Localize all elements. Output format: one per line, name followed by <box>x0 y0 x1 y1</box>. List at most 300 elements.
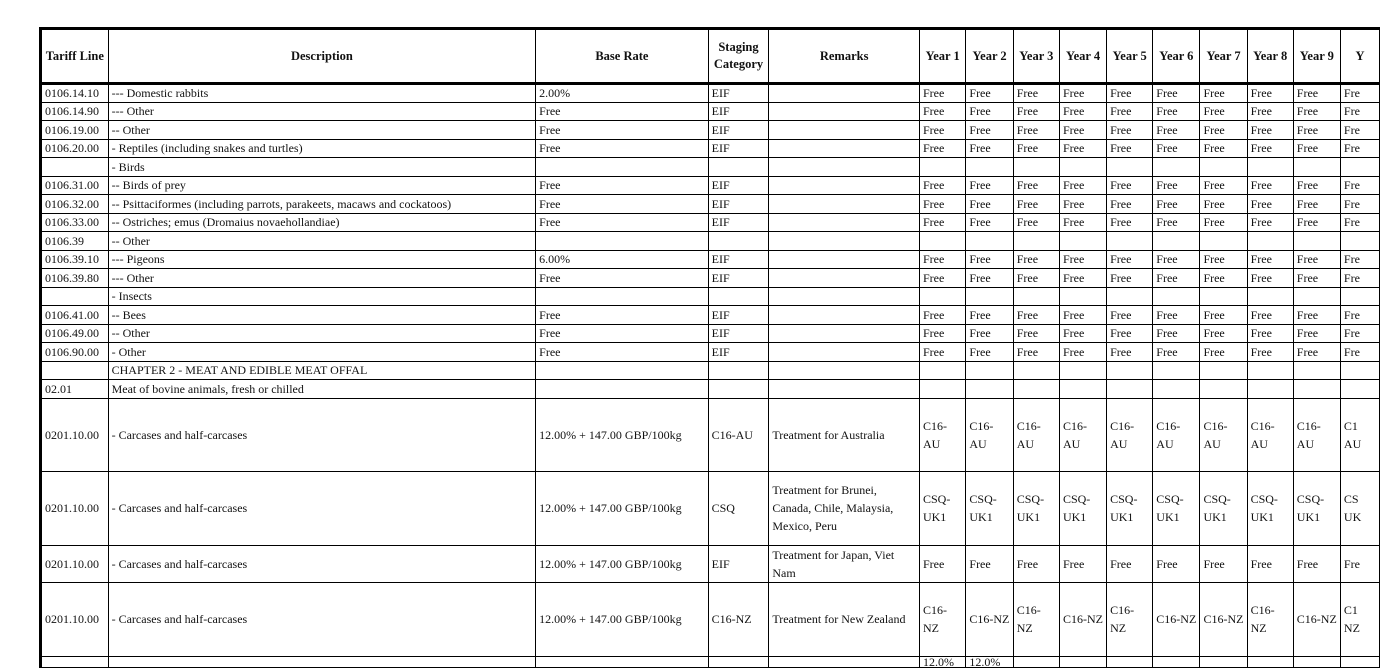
table-row <box>41 269 1380 288</box>
year-cell: Free <box>1247 545 1293 582</box>
year-cell: Free <box>1153 139 1200 158</box>
year-cell: Free <box>1107 102 1153 121</box>
year-cell <box>966 232 1013 251</box>
staging-category-cell <box>708 287 769 306</box>
remarks-cell <box>769 324 920 343</box>
year-cell <box>919 232 965 251</box>
base-rate-cell <box>536 361 708 380</box>
year-cell: Free <box>1293 545 1340 582</box>
tariff-line-cell: 0106.41.00 <box>41 306 109 325</box>
year-cell: Free <box>966 324 1013 343</box>
year-cell: Fre <box>1340 213 1379 232</box>
year-cell: Free <box>1247 306 1293 325</box>
year-cell: Free <box>1293 176 1340 195</box>
staging-category-cell: CSQ <box>708 471 769 545</box>
tariff-line-cell: 0106.33.00 <box>41 213 109 232</box>
year-cell <box>966 380 1013 399</box>
year-cell <box>1153 380 1200 399</box>
tariff-line-cell: 0106.49.00 <box>41 324 109 343</box>
year-cell <box>1293 232 1340 251</box>
year-cell: Free <box>1059 306 1106 325</box>
year-cell: Fre <box>1340 545 1379 582</box>
year-cell: Free <box>1153 121 1200 140</box>
empty-cell <box>708 656 769 667</box>
tariff-table <box>39 27 1380 668</box>
column-header: Y <box>1340 29 1379 84</box>
year-cell <box>966 361 1013 380</box>
table-row <box>41 380 1380 399</box>
year-cell: Free <box>1247 250 1293 269</box>
year-cell: Free <box>1293 139 1340 158</box>
year-cell: Free <box>966 250 1013 269</box>
table-row <box>41 139 1380 158</box>
tariff-line-cell: 0106.39 <box>41 232 109 251</box>
year-cell: Free <box>1107 213 1153 232</box>
base-rate-cell: Free <box>536 213 708 232</box>
year-cell <box>1340 380 1379 399</box>
table-row <box>41 343 1380 362</box>
table-row <box>41 176 1380 195</box>
year-cell: C16-NZ <box>1247 582 1293 656</box>
column-header: Year 3 <box>1013 29 1059 84</box>
column-header: Year 5 <box>1107 29 1153 84</box>
tariff-line-cell <box>41 287 109 306</box>
year-cell: Free <box>1107 545 1153 582</box>
year-cell: Free <box>966 545 1013 582</box>
year-cell: Free <box>1293 343 1340 362</box>
year-cell <box>919 158 965 177</box>
year-cell: Free <box>1059 102 1106 121</box>
year-cell: C16-AU <box>1059 398 1106 471</box>
year-cell: Free <box>1153 545 1200 582</box>
year-cell: Fre <box>1340 84 1379 103</box>
year-cell: Free <box>1153 343 1200 362</box>
year-cell: Free <box>1059 213 1106 232</box>
year-cell <box>1247 158 1293 177</box>
year-cell: Fre <box>1340 102 1379 121</box>
description-cell: -- Other <box>108 232 536 251</box>
description-cell: - Reptiles (including snakes and turtles) <box>108 139 536 158</box>
year-cell: Free <box>1247 84 1293 103</box>
year-cell <box>1013 287 1059 306</box>
year-cell: CSQ-UK1 <box>966 471 1013 545</box>
column-header: Base Rate <box>536 29 708 84</box>
year-cell: 12.0% <box>966 656 1013 667</box>
year-cell: Free <box>1059 84 1106 103</box>
description-cell: -- Bees <box>108 306 536 325</box>
year-cell: CSQ-UK1 <box>1153 471 1200 545</box>
description-cell: CHAPTER 2 - MEAT AND EDIBLE MEAT OFFAL <box>108 361 536 380</box>
column-header: Year 2 <box>966 29 1013 84</box>
remarks-cell: Treatment for Australia <box>769 398 920 471</box>
year-cell: Free <box>919 250 965 269</box>
year-cell: Free <box>919 195 965 214</box>
remarks-cell <box>769 139 920 158</box>
year-cell <box>966 158 1013 177</box>
year-cell <box>1059 380 1106 399</box>
year-cell <box>1247 287 1293 306</box>
column-header: Year 9 <box>1293 29 1340 84</box>
base-rate-cell: Free <box>536 102 708 121</box>
year-cell <box>1107 380 1153 399</box>
year-cell: Free <box>1107 139 1153 158</box>
description-cell: -- Ostriches; emus (Dromaius novaehollandiae) <box>108 213 536 232</box>
year-cell: C16-NZ <box>1013 582 1059 656</box>
year-cell: Free <box>1107 195 1153 214</box>
tariff-line-cell: 0106.32.00 <box>41 195 109 214</box>
year-cell <box>1200 380 1247 399</box>
description-cell: --- Other <box>108 102 536 121</box>
year-cell: Free <box>1107 324 1153 343</box>
year-cell <box>1200 287 1247 306</box>
year-cell: Free <box>1107 250 1153 269</box>
year-cell: Free <box>1200 269 1247 288</box>
remarks-cell <box>769 380 920 399</box>
remarks-cell <box>769 213 920 232</box>
tariff-line-cell: 0106.39.80 <box>41 269 109 288</box>
year-cell: CSQ-UK1 <box>1293 471 1340 545</box>
table-row <box>41 232 1380 251</box>
staging-category-cell: C16-AU <box>708 398 769 471</box>
year-cell: C16-NZ <box>1293 582 1340 656</box>
year-cell: Free <box>919 343 965 362</box>
year-cell: Free <box>1013 250 1059 269</box>
tariff-line-cell: 0106.90.00 <box>41 343 109 362</box>
year-cell: Free <box>919 306 965 325</box>
year-cell: Fre <box>1340 324 1379 343</box>
base-rate-cell: Free <box>536 306 708 325</box>
year-cell: Free <box>1293 250 1340 269</box>
year-cell: CSQ-UK1 <box>1200 471 1247 545</box>
description-cell: - Carcases and half-carcases <box>108 471 536 545</box>
year-cell <box>1153 287 1200 306</box>
year-cell: Free <box>1013 306 1059 325</box>
year-cell: Free <box>966 139 1013 158</box>
year-cell <box>1059 656 1106 667</box>
year-cell <box>1293 361 1340 380</box>
year-cell: Fre <box>1340 343 1379 362</box>
year-cell: Free <box>966 121 1013 140</box>
base-rate-cell: 2.00% <box>536 84 708 103</box>
base-rate-cell <box>536 158 708 177</box>
header-row <box>41 29 1380 84</box>
year-cell: Free <box>1153 176 1200 195</box>
remarks-cell <box>769 287 920 306</box>
year-cell: Free <box>1200 84 1247 103</box>
year-cell <box>1059 158 1106 177</box>
table-row <box>41 545 1380 582</box>
year-cell <box>1247 380 1293 399</box>
year-cell: Free <box>1200 343 1247 362</box>
year-cell: Free <box>1013 84 1059 103</box>
staging-category-cell: EIF <box>708 324 769 343</box>
year-cell: Fre <box>1340 250 1379 269</box>
remarks-cell <box>769 250 920 269</box>
year-cell: Free <box>1293 195 1340 214</box>
year-cell: Free <box>1200 195 1247 214</box>
staging-category-cell: C16-NZ <box>708 582 769 656</box>
year-cell <box>1107 158 1153 177</box>
year-cell: Free <box>1293 84 1340 103</box>
year-cell: CSQ-UK1 <box>1013 471 1059 545</box>
year-cell <box>1200 158 1247 177</box>
remarks-cell <box>769 121 920 140</box>
year-cell <box>1107 287 1153 306</box>
remarks-cell <box>769 84 920 103</box>
description-cell: - Birds <box>108 158 536 177</box>
year-cell <box>1200 232 1247 251</box>
description-cell: -- Other <box>108 121 536 140</box>
year-cell <box>1153 232 1200 251</box>
table-row <box>41 306 1380 325</box>
year-cell: Free <box>966 343 1013 362</box>
year-cell: Free <box>1107 269 1153 288</box>
year-cell <box>919 361 965 380</box>
table-row <box>41 102 1380 121</box>
base-rate-cell: Free <box>536 195 708 214</box>
table-row <box>41 250 1380 269</box>
year-cell <box>1293 287 1340 306</box>
year-cell: Free <box>1107 343 1153 362</box>
year-cell <box>1059 232 1106 251</box>
base-rate-cell: Free <box>536 343 708 362</box>
remarks-cell <box>769 232 920 251</box>
year-cell: C16-AU <box>1107 398 1153 471</box>
year-cell: Fre <box>1340 195 1379 214</box>
year-cell: Free <box>1200 121 1247 140</box>
year-cell: C16-NZ <box>1200 582 1247 656</box>
year-cell: CSQ-UK1 <box>919 471 965 545</box>
column-header: Remarks <box>769 29 920 84</box>
staging-category-cell: EIF <box>708 176 769 195</box>
table-row <box>41 84 1380 103</box>
year-cell <box>1153 361 1200 380</box>
year-cell: Free <box>919 139 965 158</box>
base-rate-cell: Free <box>536 269 708 288</box>
tariff-line-cell: 0106.31.00 <box>41 176 109 195</box>
year-cell: Free <box>1293 306 1340 325</box>
staging-category-cell: EIF <box>708 213 769 232</box>
year-cell: Free <box>1013 213 1059 232</box>
table-row <box>41 213 1380 232</box>
year-cell: Free <box>966 213 1013 232</box>
year-cell: C16-NZ <box>1153 582 1200 656</box>
tariff-line-cell: 02.01 <box>41 380 109 399</box>
year-cell: Free <box>919 324 965 343</box>
staging-category-cell: EIF <box>708 121 769 140</box>
remarks-cell: Treatment for Brunei, Canada, Chile, Malaysia, Mexico, Peru <box>769 471 920 545</box>
year-cell: Free <box>1059 121 1106 140</box>
staging-category-cell <box>708 361 769 380</box>
year-cell: Free <box>1153 213 1200 232</box>
year-cell: Free <box>1107 84 1153 103</box>
year-cell: Free <box>1107 306 1153 325</box>
empty-cell <box>536 656 708 667</box>
year-cell: Free <box>1200 324 1247 343</box>
empty-cell <box>41 656 109 667</box>
remarks-cell <box>769 176 920 195</box>
base-rate-cell: Free <box>536 324 708 343</box>
year-cell: Free <box>1293 269 1340 288</box>
year-cell: Free <box>919 213 965 232</box>
year-cell <box>1247 656 1293 667</box>
year-cell: Free <box>1200 545 1247 582</box>
year-cell: Fre <box>1340 306 1379 325</box>
description-cell: --- Domestic rabbits <box>108 84 536 103</box>
tariff-line-cell: 0106.14.90 <box>41 102 109 121</box>
year-cell: Free <box>1247 195 1293 214</box>
year-cell: Free <box>966 84 1013 103</box>
year-cell <box>1293 158 1340 177</box>
year-cell: Free <box>1247 324 1293 343</box>
year-cell: CSQ-UK1 <box>1107 471 1153 545</box>
year-cell: Free <box>1153 306 1200 325</box>
year-cell: C16-AU <box>1293 398 1340 471</box>
description-cell: -- Psittaciformes (including parrots, parakeets, macaws and cockatoos) <box>108 195 536 214</box>
staging-category-cell: EIF <box>708 102 769 121</box>
table-row <box>41 158 1380 177</box>
year-cell: Free <box>1153 269 1200 288</box>
staging-category-cell <box>708 380 769 399</box>
year-cell: Free <box>1247 269 1293 288</box>
base-rate-cell <box>536 380 708 399</box>
tariff-line-cell <box>41 158 109 177</box>
base-rate-cell: 6.00% <box>536 250 708 269</box>
year-cell: Free <box>1013 195 1059 214</box>
table-row <box>41 582 1380 656</box>
year-cell <box>1340 158 1379 177</box>
staging-category-cell: EIF <box>708 306 769 325</box>
year-cell: Free <box>1059 324 1106 343</box>
year-cell: Free <box>1200 102 1247 121</box>
base-rate-cell: 12.00% + 147.00 GBP/100kg <box>536 545 708 582</box>
year-cell: Free <box>1247 213 1293 232</box>
description-cell: - Insects <box>108 287 536 306</box>
column-header: Tariff Line <box>41 29 109 84</box>
year-cell: Free <box>966 102 1013 121</box>
year-cell: Free <box>1013 139 1059 158</box>
staging-category-cell: EIF <box>708 269 769 288</box>
year-cell: Free <box>1107 121 1153 140</box>
description-cell: --- Other <box>108 269 536 288</box>
year-cell: Free <box>1013 269 1059 288</box>
year-cell: C16-AU <box>966 398 1013 471</box>
year-cell: Fre <box>1340 269 1379 288</box>
tariff-line-cell: 0106.20.00 <box>41 139 109 158</box>
year-cell: C16-AU <box>1200 398 1247 471</box>
year-cell: Free <box>1107 176 1153 195</box>
tariff-line-cell: 0106.39.10 <box>41 250 109 269</box>
table-row <box>41 361 1380 380</box>
year-cell <box>1107 232 1153 251</box>
column-header: Year 8 <box>1247 29 1293 84</box>
empty-cell <box>108 656 536 667</box>
description-cell: - Carcases and half-carcases <box>108 398 536 471</box>
year-cell <box>966 287 1013 306</box>
description-cell: - Carcases and half-carcases <box>108 582 536 656</box>
year-cell <box>1013 232 1059 251</box>
base-rate-cell: 12.00% + 147.00 GBP/100kg <box>536 471 708 545</box>
year-cell <box>1200 656 1247 667</box>
remarks-cell <box>769 102 920 121</box>
year-cell: C16-AU <box>1247 398 1293 471</box>
year-cell: Free <box>1293 121 1340 140</box>
year-cell: Free <box>919 176 965 195</box>
year-cell <box>1107 361 1153 380</box>
year-cell: C16-NZ <box>919 582 965 656</box>
remarks-cell <box>769 306 920 325</box>
year-cell: Free <box>919 269 965 288</box>
year-cell: Free <box>1013 176 1059 195</box>
column-header: Staging Category <box>708 29 769 84</box>
base-rate-cell: Free <box>536 139 708 158</box>
column-header: Year 1 <box>919 29 965 84</box>
year-cell: C16-AU <box>1013 398 1059 471</box>
year-cell: CSQ-UK1 <box>1059 471 1106 545</box>
description-cell: -- Other <box>108 324 536 343</box>
year-cell <box>1153 656 1200 667</box>
tariff-line-cell: 0201.10.00 <box>41 398 109 471</box>
remarks-cell <box>769 361 920 380</box>
year-cell <box>1340 361 1379 380</box>
tariff-line-cell <box>41 361 109 380</box>
tariff-line-cell: 0106.14.10 <box>41 84 109 103</box>
year-cell <box>1059 287 1106 306</box>
staging-category-cell: EIF <box>708 343 769 362</box>
table-row <box>41 656 1380 667</box>
year-cell: Free <box>1059 269 1106 288</box>
year-cell: Free <box>919 84 965 103</box>
year-cell <box>1013 158 1059 177</box>
year-cell: CS UK <box>1340 471 1379 545</box>
year-cell: Free <box>1059 250 1106 269</box>
year-cell <box>1013 361 1059 380</box>
base-rate-cell <box>536 287 708 306</box>
year-cell: Free <box>966 269 1013 288</box>
year-cell: Free <box>1200 176 1247 195</box>
table-row <box>41 324 1380 343</box>
year-cell: Free <box>1200 306 1247 325</box>
year-cell <box>1293 656 1340 667</box>
year-cell: Free <box>919 121 965 140</box>
year-cell: Free <box>1013 324 1059 343</box>
year-cell: Free <box>1153 84 1200 103</box>
year-cell: Free <box>1247 102 1293 121</box>
year-cell: Free <box>1059 195 1106 214</box>
remarks-cell <box>769 158 920 177</box>
year-cell: Free <box>1153 250 1200 269</box>
table-row <box>41 471 1380 545</box>
description-cell: --- Pigeons <box>108 250 536 269</box>
year-cell: Free <box>1293 324 1340 343</box>
column-header: Year 6 <box>1153 29 1200 84</box>
tariff-line-cell: 0106.19.00 <box>41 121 109 140</box>
year-cell: Free <box>1013 121 1059 140</box>
table-row <box>41 121 1380 140</box>
remarks-cell <box>769 343 920 362</box>
column-header: Year 7 <box>1200 29 1247 84</box>
year-cell: Free <box>1153 324 1200 343</box>
year-cell: C16-NZ <box>1107 582 1153 656</box>
description-cell: Meat of bovine animals, fresh or chilled <box>108 380 536 399</box>
tariff-line-cell: 0201.10.00 <box>41 582 109 656</box>
year-cell <box>1013 656 1059 667</box>
column-header: Description <box>108 29 536 84</box>
description-cell: - Carcases and half-carcases <box>108 545 536 582</box>
year-cell: Free <box>1013 545 1059 582</box>
year-cell: Free <box>1200 139 1247 158</box>
year-cell: Free <box>1059 176 1106 195</box>
